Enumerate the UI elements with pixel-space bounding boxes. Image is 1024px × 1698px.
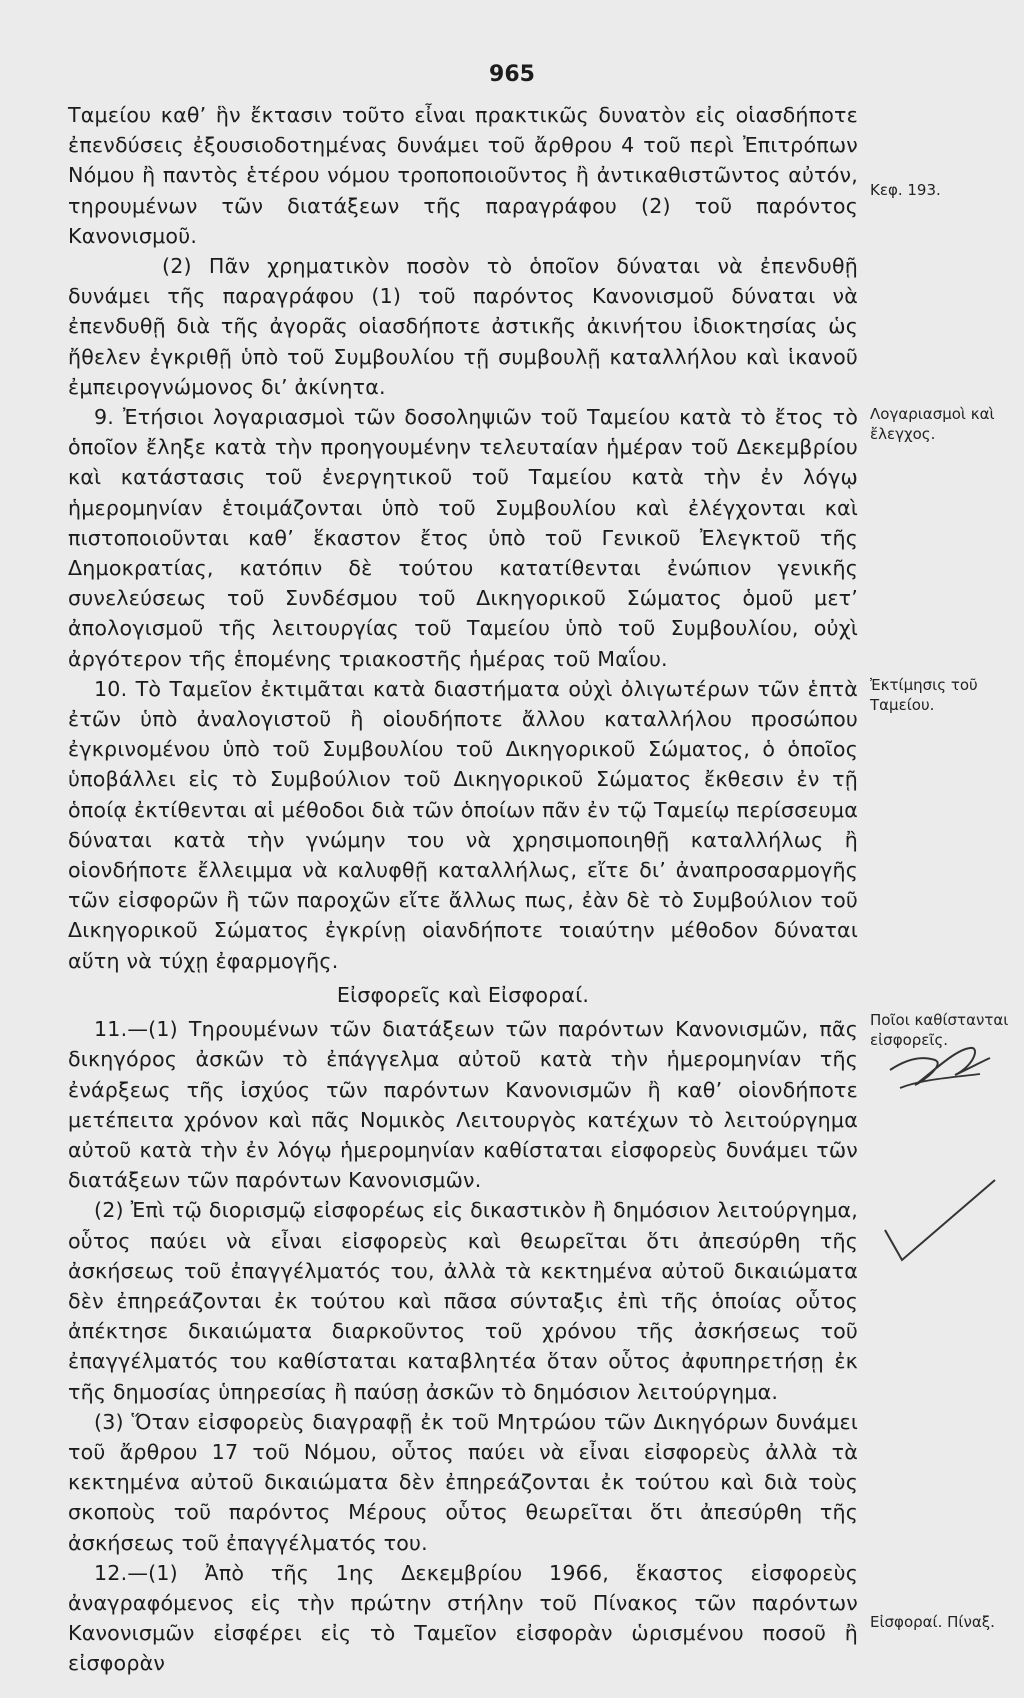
section-heading: Εἰσφορεῖς καὶ Εἰσφοραί. [336, 982, 590, 1007]
paragraph-9: 9. Ἐτήσιοι λογαριασμοὶ τῶν δοσοληψιῶν τοῦ Ταμείου κατὰ τὸ ἔτος τὸ ὁποῖον ἔληξε κατὰ τὴν προηγουμένην τελευταίαν ἡμέραν τοῦ Δεκεμβρίου καὶ κατάστασις τοῦ ἐνεργητικοῦ τοῦ Ταμείου κατὰ τὴν ἐν λόγῳ ἡμερομηνίαν ἑτοιμάζονται ὑπὸ τοῦ Συμβουλίου καὶ ἐλέγχονται καὶ πιστοποιοῦνται καθ’ ἕκαστον ἔτος ὑπὸ τοῦ Γενικοῦ Ἐλεγκτοῦ τῆς Δημοκρατίας, κατόπιν δὲ τούτου κατατίθενται ἐνώπιον γενικῆς συνελεύσεως τοῦ Συνδέσμου τοῦ Δικηγορικοῦ Σώματος ὁμοῦ μετ’ ἀπολογισμοῦ τῆς λειτουργίας τοῦ Ταμείου ὑπὸ τοῦ Συμβουλίου, οὐχὶ ἀργότερον τῆς ἑπομένης τριακοστῆς ἡμέρας τοῦ Μαΐου. [68, 405, 858, 671]
paragraph-11-2: (2) Ἐπὶ τῷ διορισμῷ εἰσφορέως εἰς δικαστικὸν ἢ δημόσιον λειτούργημα, οὗτος παύει νὰ εἶναι εἰσφορεὺς καὶ θεωρεῖται ὅτι ἀπεσύρθη τῆς ἀσκήσεως τοῦ ἐπαγγέλματός του, ἀλλὰ τὰ κεκτημένα αὐτοῦ δικαιώματα δὲν ἐπηρεάζονται ἐκ τούτου καὶ πᾶσα σύνταξις ἐπὶ τῆς ὁποίας οὗτος ἀπέκτησε δικαιώματα διαρκοῦντος τοῦ χρόνου τῆς ἀσκήσεως τοῦ ἐπαγγέλματός του καθίσταται καταβλητέα ὅταν οὗτος ἀφυπηρετήσῃ ἐκ τῆς δημοσίας ὑπηρεσίας ἢ παύσῃ ἀσκῶν τὸ δημόσιον λειτούργημα. [68, 1198, 858, 1404]
margin-note-who-become: Ποῖοι καθίστανται εἰσφορεῖς. [870, 1011, 1009, 1049]
paragraph-10: 10. Τὸ Ταμεῖον ἐκτιμᾶται κατὰ διαστήματα οὐχὶ ὀλιγωτέρων τῶν ἑπτὰ ἐτῶν ὑπὸ ἀναλογιστοῦ ἢ οἱουδήποτε ἄλλου καταλλήλου προσώπου ἐγκρινομένου ὑπὸ τοῦ Συμβουλίου τοῦ Δικηγορικοῦ Σώματος, ὁ ὁποῖος ὑποβάλλει εἰς τὸ Συμβούλιον τοῦ Δικηγορικοῦ Σώματος ἔκθεσιν ἐν τῇ ὁποίᾳ ἐκτίθενται αἱ μέθοδοι διὰ τῶν ὁποίων πᾶν ἐν τῷ Ταμείῳ περίσσευμα δύναται κατὰ τὴν γνώμην του νὰ χρησιμοποιηθῇ καταλλήλως ἢ οἱονδήποτε ἔλλειμμα νὰ καλυφθῇ καταλλήλως, εἴτε δι’ ἀναπροσαρμογῆς τῶν εἰσφορῶν ἢ τῶν παροχῶν εἴτε ἄλλως πως, ἐὰν δὲ τὸ Συμβούλιον τοῦ Δικηγορικοῦ Σώματος ἐγκρίνῃ οἱανδήποτε τοιαύτην μέθοδον δύναται αὕτη νὰ τύχῃ ἐφαρμογῆς. [68, 676, 858, 973]
paragraph-8-2: (2) Πᾶν χρηματικὸν ποσὸν τὸ ὁποῖον δύναται νὰ ἐπενδυθῇ δυνάμει τῆς παραγράφου (1) τοῦ παρόντος Κανονισμοῦ δύναται νὰ ἐπενδυθῇ διὰ τῆς ἀγορᾶς οἱασδήποτε ἀστικῆς ἀκινήτου ἰδιοκτησίας ὡς ἤθελεν ἐγκριθῇ ὑπὸ τοῦ Συμβουλίου τῇ συμβουλῇ καταλλήλου καὶ ἱκανοῦ ἐμπειρογνώμονος δι’ ἀκίνητα. [68, 254, 858, 399]
paragraph-12-1: 12.—(1) Ἀπὸ τῆς 1ης Δεκεμβρίου 1966, ἕκαστος εἰσφορεὺς ἀναγραφόμενος εἰς τὴν πρώτην στήλην τοῦ Πίνακος τῶν παρόντων Κανονισμῶν εἰσφέρει εἰς τὸ Ταμεῖον εἰσφορὰν ὡρισμένου ποσοῦ ἢ εἰσφορὰν [68, 1560, 858, 1676]
page-number: 965 [489, 62, 535, 87]
main-text [68, 100, 858, 1679]
paragraph-continuation: Ταμείου καθ’ ἣν ἔκτασιν τοῦτο εἶναι πρακτικῶς δυνατὸν εἰς οἱασδήποτε ἐπενδύσεις ἐξουσιοδοτημένας δυνάμει τοῦ ἄρθρου 4 τοῦ περὶ Ἐπιτρόπων Νόμου ἢ παντὸς ἑτέρου νόμου τροποποιοῦντος ἢ ἀντικαθιστῶντος αὐτόν, τηρουμένων τῶν διατάξεων τῆς παραγράφου (2) τοῦ παρόντος Κανονισμοῦ. [68, 103, 858, 248]
margin-note-valuation: Ἐκτίμησις τοῦ Ταμείου. [870, 676, 978, 714]
handwritten-signature [885, 1030, 995, 1104]
margin-note-accounts: Λογαριασμοὶ καὶ ἔλεγχος. [870, 405, 995, 443]
paragraph-11-1: 11.—(1) Τηρουμένων τῶν διατάξεων τῶν παρόντων Κανονισμῶν, πᾶς δικηγόρος ἀσκῶν τὸ ἐπάγγελμα αὐτοῦ κατὰ τὴν ἡμερομηνίαν τῆς ἐνάρξεως τῆς ἰσχύος τῶν παρόντων Κανονισμῶν ἢ καθ’ οἱονδήποτε μετέπειτα χρόνον καὶ πᾶς Νομικὸς Λειτουργὸς κατέχων τὸ λειτούργημα αὐτοῦ κατὰ τὴν ἐν λόγῳ ἡμερομηνίαν καθίσταται εἰσφορεὺς δυνάμει τῶν διατάξεων τῶν παρόντων Κανονισμῶν. [68, 1017, 858, 1193]
margin-note-contributions: Εἰσφοραί. Πίναξ. [870, 1613, 995, 1631]
checkmark-icon [880, 1175, 1000, 1269]
paragraph-11-3: (3) Ὅταν εἰσφορεὺς διαγραφῇ ἐκ τοῦ Μητρώου τῶν Δικηγόρων δυνάμει τοῦ ἄρθρου 17 τοῦ Νόμου, οὗτος παύει νὰ εἶναι εἰσφορεὺς ἀλλὰ τὰ κεκτημένα αὐτοῦ δικαιώματα δὲν ἐπηρεάζονται ἐκ τούτου καὶ διὰ τοὺς σκοποὺς τοῦ παρόντος Μέρους οὗτος θεωρεῖται ὅτι ἀπεσύρθη τῆς ἀσκήσεως τοῦ ἐπαγγέλματός του. [68, 1409, 858, 1555]
margin-note-cap: Κεφ. 193. [870, 181, 941, 199]
